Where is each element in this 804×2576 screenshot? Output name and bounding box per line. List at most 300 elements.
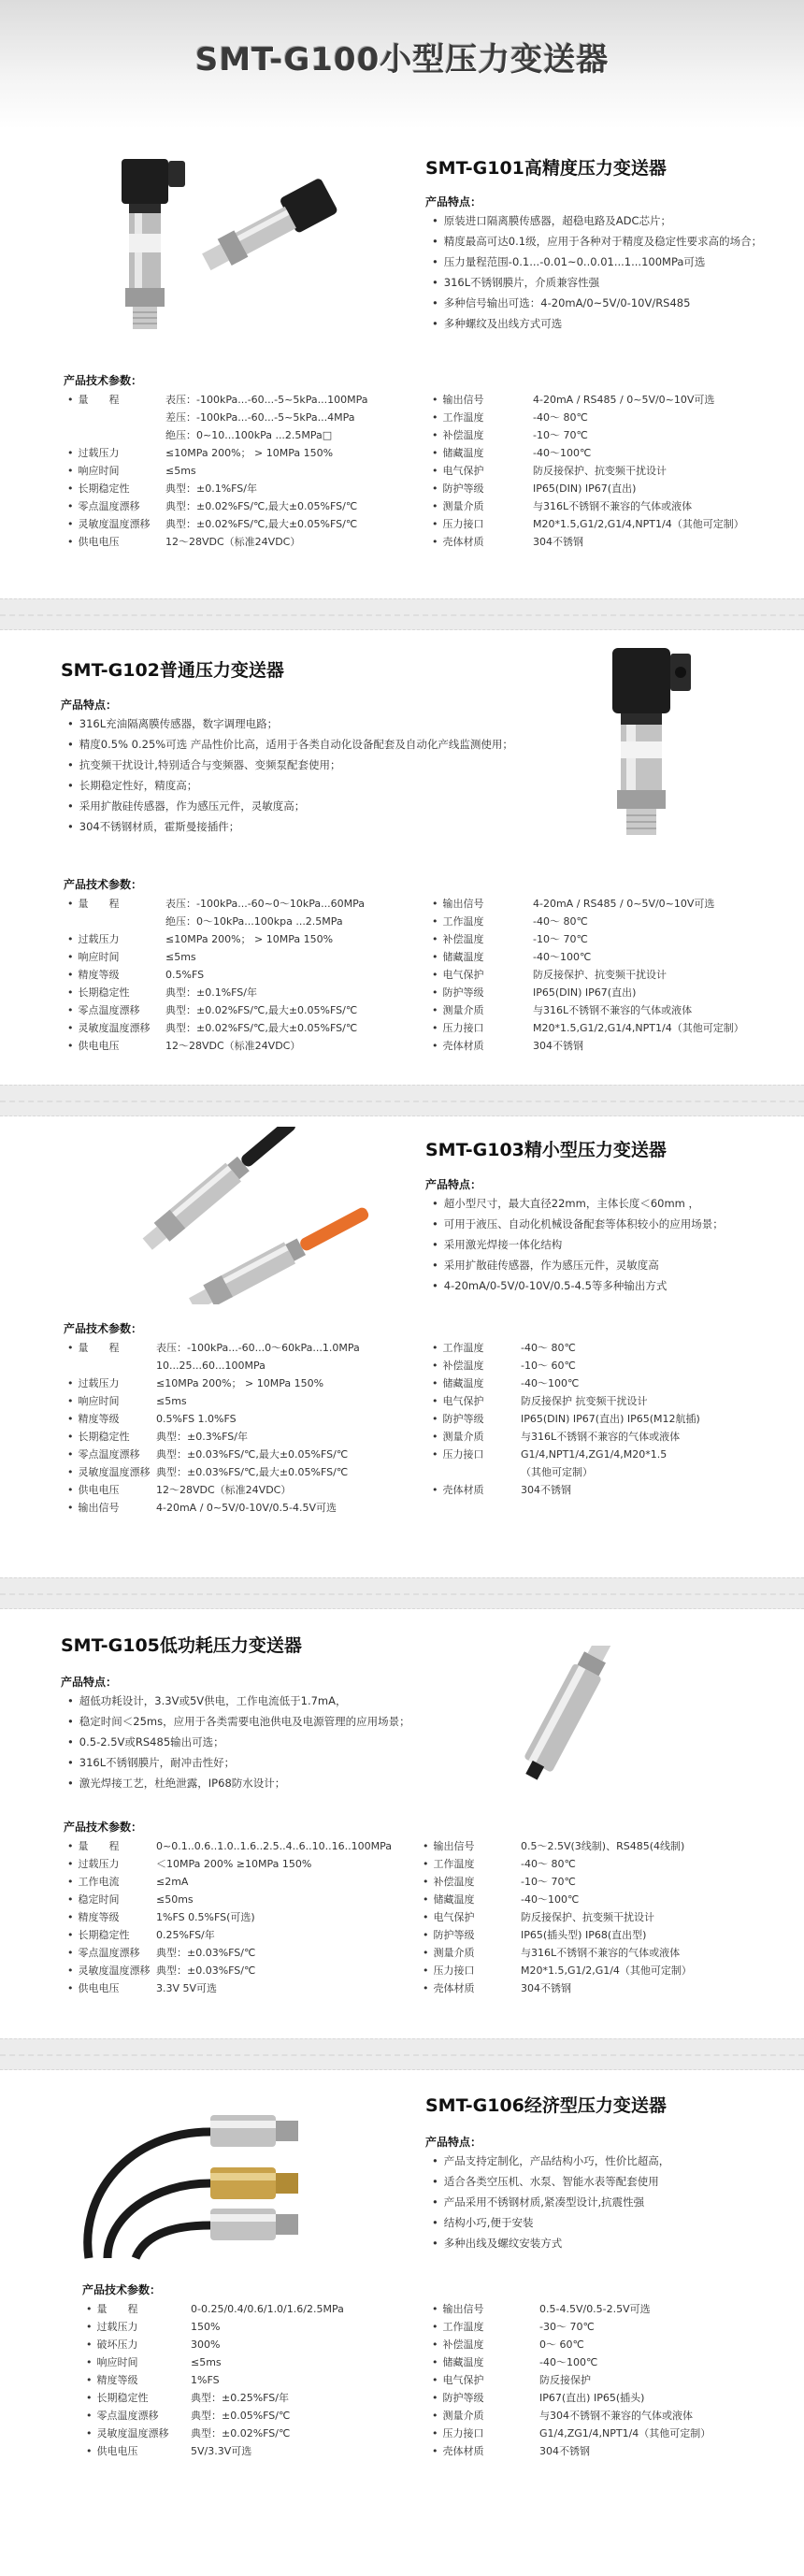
spec-value: -40～100℃ <box>533 447 592 459</box>
spec-label: • 精度等级 <box>67 1908 120 1926</box>
spec-label: • 储藏温度 <box>432 1374 484 1392</box>
spec-row <box>432 462 787 480</box>
spec-value: 典型：±0.02%FS/℃,最大±0.05%FS/℃ <box>165 1004 358 1016</box>
spec-row <box>423 1837 792 1855</box>
features-list <box>432 2151 669 2253</box>
spec-value: 与316L不锈钢不兼容的气体或液体 <box>533 500 693 512</box>
spec-row <box>67 1339 423 1357</box>
spec-label: • 零点温度漂移 <box>67 1446 140 1463</box>
spec-row <box>67 1499 423 1517</box>
feature-item: • 产品采用不锈钢材质,紧凑型设计,抗震性强 <box>432 2192 669 2212</box>
spec-row <box>86 2407 432 2425</box>
features-heading: 产品特点： <box>425 1178 482 1191</box>
spec-value: ≤10MPa 200%； > 10MPa 150% <box>156 1377 324 1389</box>
spec-row <box>432 1374 787 1392</box>
feature-item: • 4-20mA/0-5V/0-10V/0.5-4.5等多种输出方式 <box>432 1275 724 1296</box>
spec-value: 304不锈钢 <box>521 1982 571 1994</box>
spec-label: • 压力接口 <box>423 1962 475 1979</box>
spec-row <box>67 1926 423 1944</box>
spec-row <box>67 462 423 480</box>
feature-item: • 可用于液压、自动化机械设备配套等体积较小的应用场景； <box>432 1214 724 1234</box>
spec-value: 典型：±0.02%FS/℃,最大±0.05%FS/℃ <box>165 518 358 530</box>
spec-value: -40～100℃ <box>521 1377 580 1389</box>
spec-value: M20*1.5,G1/2,G1/4（其他可定制） <box>521 1964 692 1977</box>
spec-row <box>67 1979 423 1997</box>
spec-value: 防反接保护 抗变频干扰设计 <box>521 1395 648 1407</box>
spec-label: • 长期稳定性 <box>67 480 130 497</box>
features-list <box>67 713 513 837</box>
spec-value: -40～ 80℃ <box>521 1858 576 1870</box>
spec-row <box>67 533 423 551</box>
spec-label: • 压力接口 <box>432 1446 484 1463</box>
specs-heading: 产品技术参数： <box>64 1322 143 1335</box>
spec-value: 4-20mA / 0~5V/0-10V/0.5-4.5V可选 <box>156 1502 337 1514</box>
spec-row <box>86 2389 432 2407</box>
spec-value: ≤10MPa 200%； > 10MPa 150% <box>165 447 334 459</box>
section-divider <box>0 598 804 630</box>
spec-label: • 补偿温度 <box>432 1357 484 1374</box>
spec-value: 10...25...60...100MPa <box>156 1360 266 1372</box>
feature-item: • 采用激光焊接一体化结构 <box>432 1234 724 1255</box>
spec-value: M20*1.5,G1/2,G1/4,NPT1/4（其他可定制） <box>533 518 744 530</box>
spec-value: ≤5ms <box>165 465 196 477</box>
product-image-g102 <box>589 640 711 846</box>
spec-label: • 过载压力 <box>67 444 120 462</box>
spec-label: • 电气保护 <box>432 966 484 984</box>
spec-row <box>67 1855 423 1873</box>
product-title: SMT-G106经济型压力变送器 <box>425 2095 667 2116</box>
spec-row <box>432 2336 792 2353</box>
spec-label: • 补偿温度 <box>432 426 484 444</box>
spec-row <box>432 1019 787 1037</box>
spec-row <box>432 533 787 551</box>
product-image-g103 <box>112 1127 383 1304</box>
spec-value: 防反接保护、抗变频干扰设计 <box>533 465 667 477</box>
spec-value: （其他可定制） <box>521 1466 593 1478</box>
spec-label: • 测量介质 <box>432 497 484 515</box>
spec-label: • 量 程 <box>67 1339 120 1357</box>
feature-item: • 精度最高可达0.1级，应用于各种对于精度及稳定性要求高的场合； <box>432 231 762 252</box>
spec-value: 4-20mA / RS485 / 0~5V/0~10V可选 <box>533 394 715 406</box>
spec-value: 绝压：0～10kPa...100kpa ...2.5MPa <box>165 915 343 928</box>
spec-label: • 灵敏度温度漂移 <box>86 2425 169 2442</box>
spec-label: • 供电电压 <box>86 2442 138 2460</box>
feature-item: • 原装进口隔离膜传感器，超稳电路及ADC芯片； <box>432 210 762 231</box>
spec-value: 3.3V 5V可选 <box>156 1982 218 1994</box>
spec-row <box>432 2442 792 2460</box>
spec-value: 12～28VDC（标准24VDC） <box>156 1484 292 1496</box>
spec-row <box>67 515 423 533</box>
spec-row <box>67 1891 423 1908</box>
spec-label: • 电气保护 <box>423 1908 475 1926</box>
feature-item: • 采用扩散硅传感器，作为感压元件，灵敏度高； <box>67 796 513 816</box>
spec-label: • 工作温度 <box>432 1339 484 1357</box>
spec-value: 304不锈钢 <box>539 2445 590 2457</box>
spec-row <box>423 1891 792 1908</box>
spec-row <box>432 1446 787 1463</box>
spec-row <box>432 2407 792 2425</box>
product-image-g106 <box>70 2094 369 2263</box>
spec-row <box>423 1908 792 1926</box>
spec-row <box>432 2300 792 2318</box>
spec-row <box>432 1463 787 1481</box>
spec-row <box>432 1410 787 1428</box>
spec-label: • 电气保护 <box>432 462 484 480</box>
spec-row <box>67 480 423 497</box>
spec-table-left <box>67 1837 423 1997</box>
spec-label: • 稳定时间 <box>67 1891 120 1908</box>
spec-row <box>432 1001 787 1019</box>
spec-row <box>432 2353 792 2371</box>
spec-row <box>432 2425 792 2442</box>
spec-row <box>67 1392 423 1410</box>
spec-row <box>432 391 787 409</box>
spec-label: • 电气保护 <box>432 2371 484 2389</box>
spec-value: 与316L不锈钢不兼容的气体或液体 <box>533 1004 693 1016</box>
spec-row <box>432 2318 792 2336</box>
spec-row <box>432 913 787 930</box>
spec-table-right <box>432 895 787 1055</box>
spec-row <box>432 497 787 515</box>
spec-value: IP65(DIN) IP67(直出) <box>533 482 637 495</box>
spec-label: • 输出信号 <box>432 391 484 409</box>
spec-table-right <box>432 1339 787 1499</box>
spec-row <box>67 1428 423 1446</box>
spec-label: • 壳体材质 <box>432 2442 484 2460</box>
section-divider <box>0 1085 804 1116</box>
spec-row <box>432 1481 787 1499</box>
spec-value: 304不锈钢 <box>533 536 583 548</box>
spec-value: 1%FS 0.5%FS(可选) <box>156 1911 255 1923</box>
spec-label: • 工作温度 <box>423 1855 475 1873</box>
spec-label: • 壳体材质 <box>432 533 484 551</box>
spec-label: • 补偿温度 <box>432 2336 484 2353</box>
features-list <box>432 1193 724 1296</box>
spec-value: 300% <box>191 2339 221 2351</box>
spec-label: • 防护等级 <box>432 1410 484 1428</box>
spec-row <box>67 1463 423 1481</box>
spec-label: • 过载压力 <box>86 2318 138 2336</box>
spec-row <box>432 2389 792 2407</box>
product-image-g105 <box>472 1646 659 1786</box>
spec-row <box>432 984 787 1001</box>
spec-row <box>67 1873 423 1891</box>
spec-label: • 量 程 <box>67 895 120 913</box>
spec-table-right <box>432 2300 792 2460</box>
spec-row <box>432 444 787 462</box>
spec-row <box>67 409 423 426</box>
spec-value: IP65(DIN) IP67(直出) IP65(M12航插) <box>521 1413 700 1425</box>
spec-label: • 防护等级 <box>423 1926 475 1944</box>
spec-value: -40～100℃ <box>539 2356 598 2368</box>
feature-item: • 多种出线及螺纹安装方式 <box>432 2233 669 2253</box>
feature-item: • 抗变频干扰设计,特别适合与变频器、变频泵配套使用； <box>67 755 513 775</box>
spec-value: 0.5%FS 1.0%FS <box>156 1413 237 1425</box>
spec-row <box>67 1410 423 1428</box>
features-heading: 产品特点： <box>61 698 118 712</box>
features-heading: 产品特点： <box>61 1676 118 1689</box>
feature-item: • 304不锈钢材质，霍斯曼接插件； <box>67 816 513 837</box>
spec-label: • 长期稳定性 <box>67 984 130 1001</box>
spec-value: 0.5%FS <box>165 969 205 981</box>
spec-value: 防反接保护、抗变频干扰设计 <box>533 969 667 981</box>
spec-value: 0.5～2.5V(3线制)、RS485(4线制) <box>521 1840 685 1852</box>
spec-label: • 壳体材质 <box>423 1979 475 1997</box>
spec-label: • 输出信号 <box>432 895 484 913</box>
spec-label: • 过载压力 <box>67 930 120 948</box>
spec-value: -10～ 60℃ <box>521 1360 576 1372</box>
spec-row <box>423 1873 792 1891</box>
spec-value: ≤5ms <box>156 1395 187 1407</box>
feature-item: • 316L不锈钢膜片，耐冲击性好； <box>67 1752 410 1773</box>
spec-value: 表压：-100kPa...-60...0～60kPa...1.0MPa <box>156 1342 360 1354</box>
product-title: SMT-G102普通压力变送器 <box>61 660 284 681</box>
spec-row <box>432 409 787 426</box>
spec-table-left <box>67 895 423 1055</box>
spec-label: • 灵敏度温度漂移 <box>67 1463 151 1481</box>
spec-value: -40～ 80℃ <box>533 411 588 424</box>
spec-label: • 防护等级 <box>432 2389 484 2407</box>
spec-label: • 长期稳定性 <box>86 2389 149 2407</box>
spec-row <box>67 1481 423 1499</box>
spec-row <box>67 948 423 966</box>
spec-value: 典型：±0.02%FS/℃ <box>191 2427 291 2439</box>
specs-heading: 产品技术参数： <box>64 878 143 891</box>
feature-item: • 316L充油隔离膜传感器，数字调理电路； <box>67 713 513 734</box>
spec-label: • 补偿温度 <box>423 1873 475 1891</box>
spec-row <box>432 1037 787 1055</box>
spec-value: 表压：-100kPa...-60~0～10kPa...60MPa <box>165 898 365 910</box>
spec-value: 典型：±0.1%FS/年 <box>165 986 257 999</box>
spec-row <box>67 1357 423 1374</box>
spec-label: • 响应时间 <box>67 948 120 966</box>
spec-value: 12～28VDC（标准24VDC） <box>165 536 301 548</box>
spec-value: 150% <box>191 2321 221 2333</box>
spec-table-left <box>67 391 423 551</box>
spec-label: • 储藏温度 <box>423 1891 475 1908</box>
feature-item: • 0.5-2.5V或RS485输出可选； <box>67 1732 410 1752</box>
product-title: SMT-G105低功耗压力变送器 <box>61 1635 302 1656</box>
spec-label: • 响应时间 <box>67 462 120 480</box>
spec-label: • 测量介质 <box>432 1428 484 1446</box>
product-image-g101 <box>93 140 374 355</box>
spec-row <box>432 1339 787 1357</box>
spec-row <box>67 1001 423 1019</box>
spec-label: • 输出信号 <box>67 1499 120 1517</box>
feature-item: • 精度0.5% 0.25%可选 产品性价比高，适用于各类自动化设备配套及自动化产线监测使用； <box>67 734 513 755</box>
spec-value: ≤5ms <box>191 2356 222 2368</box>
spec-value: 防反接保护 <box>539 2374 591 2386</box>
spec-label: • 灵敏度温度漂移 <box>67 1962 151 1979</box>
spec-value: -30～ 70℃ <box>539 2321 595 2333</box>
feature-item: • 压力量程范围-0.1...-0.01~0..0.01...1...100MPa可选 <box>432 252 762 272</box>
spec-row <box>432 480 787 497</box>
spec-label: • 过载压力 <box>67 1855 120 1873</box>
spec-value: G1/4,ZG1/4,NPT1/4（其他可定制） <box>539 2427 711 2439</box>
spec-row <box>432 1428 787 1446</box>
spec-label: • 破坏压力 <box>86 2336 138 2353</box>
feature-item: • 激光焊接工艺，杜绝泄露，IP68防水设计； <box>67 1773 410 1793</box>
spec-row <box>67 444 423 462</box>
spec-label: • 零点温度漂移 <box>67 1001 140 1019</box>
spec-row <box>86 2300 432 2318</box>
spec-label: • 量 程 <box>86 2300 138 2318</box>
spec-label: • 压力接口 <box>432 2425 484 2442</box>
spec-label: • 工作电流 <box>67 1873 120 1891</box>
spec-table-right <box>423 1837 792 1997</box>
spec-row <box>67 1374 423 1392</box>
spec-label: • 防护等级 <box>432 984 484 1001</box>
spec-row <box>432 1357 787 1374</box>
spec-label: • 输出信号 <box>423 1837 475 1855</box>
features-heading: 产品特点： <box>425 2136 482 2149</box>
spec-value: 典型：±0.25%FS/年 <box>191 2392 289 2404</box>
features-list <box>432 210 762 334</box>
spec-row <box>67 497 423 515</box>
spec-label: • 储藏温度 <box>432 444 484 462</box>
spec-label: • 精度等级 <box>67 1410 120 1428</box>
spec-value: 12～28VDC（标准24VDC） <box>165 1040 301 1052</box>
spec-value: IP65(DIN) IP67(直出) <box>533 986 637 999</box>
spec-row <box>86 2425 432 2442</box>
spec-row <box>432 966 787 984</box>
spec-value: 0.25%FS/年 <box>156 1929 215 1941</box>
spec-value: 差压：-100kPa...-60...-5~5kPa...4MPa <box>165 411 355 424</box>
spec-value: 绝压：0~10...100kPa ...2.5MPa□ <box>165 429 333 441</box>
spec-row <box>86 2371 432 2389</box>
spec-row <box>432 426 787 444</box>
section-divider <box>0 1577 804 1609</box>
spec-row <box>432 2371 792 2389</box>
features-list <box>67 1691 410 1793</box>
spec-value: 1%FS <box>191 2374 220 2386</box>
spec-value: 典型：±0.02%FS/℃,最大±0.05%FS/℃ <box>165 500 358 512</box>
spec-row <box>86 2442 432 2460</box>
product-title: SMT-G101高精度压力变送器 <box>425 158 667 179</box>
spec-label: • 测量介质 <box>432 1001 484 1019</box>
spec-label: • 储藏温度 <box>432 2353 484 2371</box>
spec-label: • 过载压力 <box>67 1374 120 1392</box>
spec-value: ≤2mA <box>156 1876 189 1888</box>
spec-label: • 电气保护 <box>432 1392 484 1410</box>
spec-label: • 零点温度漂移 <box>86 2407 159 2425</box>
spec-label: • 供电电压 <box>67 1481 120 1499</box>
spec-value: ≤10MPa 200%； > 10MPa 150% <box>165 933 334 945</box>
spec-label: • 精度等级 <box>86 2371 138 2389</box>
spec-row <box>67 1962 423 1979</box>
spec-row <box>67 1837 423 1855</box>
spec-row <box>423 1944 792 1962</box>
spec-value: ≤5ms <box>165 951 196 963</box>
spec-value: 0~0.1..0.6..1.0..1.6..2.5..4..6..10..16..100MPa <box>156 1840 392 1852</box>
spec-value: -40～ 80℃ <box>533 915 588 928</box>
spec-row <box>432 930 787 948</box>
spec-label: • 工作温度 <box>432 2318 484 2336</box>
spec-row <box>67 930 423 948</box>
spec-label: • 精度等级 <box>67 966 120 984</box>
spec-value: 与304不锈钢不兼容的气体或液体 <box>539 2410 693 2422</box>
spec-label: • 壳体材质 <box>432 1037 484 1055</box>
feature-item: • 结构小巧,便于安装 <box>432 2212 669 2233</box>
spec-label: • 长期稳定性 <box>67 1926 130 1944</box>
spec-label: • 零点温度漂移 <box>67 497 140 515</box>
spec-label: • 防护等级 <box>432 480 484 497</box>
spec-row <box>67 1944 423 1962</box>
spec-table-right <box>432 391 787 551</box>
spec-label: • 压力接口 <box>432 1019 484 1037</box>
feature-item: • 稳定时间＜25ms，应用于各类需要电池供电及电源管理的应用场景； <box>67 1711 410 1732</box>
spec-label: • 长期稳定性 <box>67 1428 130 1446</box>
spec-value: 防反接保护、抗变频干扰设计 <box>521 1911 654 1923</box>
spec-row <box>67 1446 423 1463</box>
spec-value: -10～ 70℃ <box>533 933 588 945</box>
spec-value: ≤50ms <box>156 1893 194 1906</box>
spec-label: • 量 程 <box>67 1837 120 1855</box>
spec-value: 0～ 60℃ <box>539 2339 584 2351</box>
spec-value: 304不锈钢 <box>521 1484 571 1496</box>
spec-value: G1/4,NPT1/4,ZG1/4,M20*1.5 <box>521 1448 668 1461</box>
feature-item: • 多种信号输出可选：4-20mA/0~5V/0-10V/RS485 <box>432 293 762 313</box>
features-heading: 产品特点： <box>425 195 482 209</box>
spec-row <box>86 2353 432 2371</box>
page-title: SMT-G100小型压力变送器 <box>194 41 610 79</box>
feature-item: • 产品支持定制化，产品结构小巧，性价比超高， <box>432 2151 669 2171</box>
spec-label: • 工作温度 <box>432 913 484 930</box>
spec-row <box>86 2336 432 2353</box>
feature-item: • 316L不锈钢膜片，介质兼容性强 <box>432 272 762 293</box>
spec-value: 与316L不锈钢不兼容的气体或液体 <box>521 1947 681 1959</box>
spec-label: • 量 程 <box>67 391 120 409</box>
spec-row <box>67 391 423 409</box>
spec-label: • 壳体材质 <box>432 1481 484 1499</box>
product-title: SMT-G103精小型压力变送器 <box>425 1140 667 1160</box>
specs-heading: 产品技术参数： <box>64 374 143 387</box>
spec-value: -40～100℃ <box>521 1893 580 1906</box>
spec-row <box>67 966 423 984</box>
spec-row <box>67 984 423 1001</box>
spec-label: • 补偿温度 <box>432 930 484 948</box>
spec-value: M20*1.5,G1/2,G1/4,NPT1/4（其他可定制） <box>533 1022 744 1034</box>
feature-item: • 多种螺纹及出线方式可选 <box>432 313 762 334</box>
banner <box>0 0 804 129</box>
spec-row <box>432 948 787 966</box>
spec-value: 典型：±0.03%FS/℃,最大±0.05%FS/℃ <box>156 1466 349 1478</box>
spec-value: IP65(插头型) IP68(直出型) <box>521 1929 647 1941</box>
spec-value: 典型：±0.3%FS/年 <box>156 1431 248 1443</box>
spec-value: 典型：±0.05%FS/℃ <box>191 2410 291 2422</box>
spec-value: -40～100℃ <box>533 951 592 963</box>
spec-table-left <box>86 2300 432 2460</box>
feature-item: • 超低功耗设计，3.3V或5V供电，工作电流低于1.7mA， <box>67 1691 410 1711</box>
spec-value: -10～ 70℃ <box>521 1876 576 1888</box>
spec-value: 304不锈钢 <box>533 1040 583 1052</box>
spec-label: • 压力接口 <box>432 515 484 533</box>
spec-value: 0.5-4.5V/0.5-2.5V可选 <box>539 2303 651 2315</box>
spec-value: ＜10MPa 200% ≥10MPa 150% <box>156 1858 312 1870</box>
spec-row <box>67 426 423 444</box>
spec-label: • 输出信号 <box>432 2300 484 2318</box>
spec-label: • 供电电压 <box>67 533 120 551</box>
spec-value: 典型：±0.03%FS/℃ <box>156 1947 256 1959</box>
spec-value: -10～ 70℃ <box>533 429 588 441</box>
section-divider <box>0 2038 804 2070</box>
spec-row <box>67 1908 423 1926</box>
spec-value: 与316L不锈钢不兼容的气体或液体 <box>521 1431 681 1443</box>
feature-item: • 超小型尺寸，最大直径22mm，主体长度＜60mm ， <box>432 1193 724 1214</box>
feature-item: • 长期稳定性好，精度高； <box>67 775 513 796</box>
spec-label: • 灵敏度温度漂移 <box>67 515 151 533</box>
spec-value: 表压：-100kPa...-60...-5~5kPa...100MPa <box>165 394 368 406</box>
